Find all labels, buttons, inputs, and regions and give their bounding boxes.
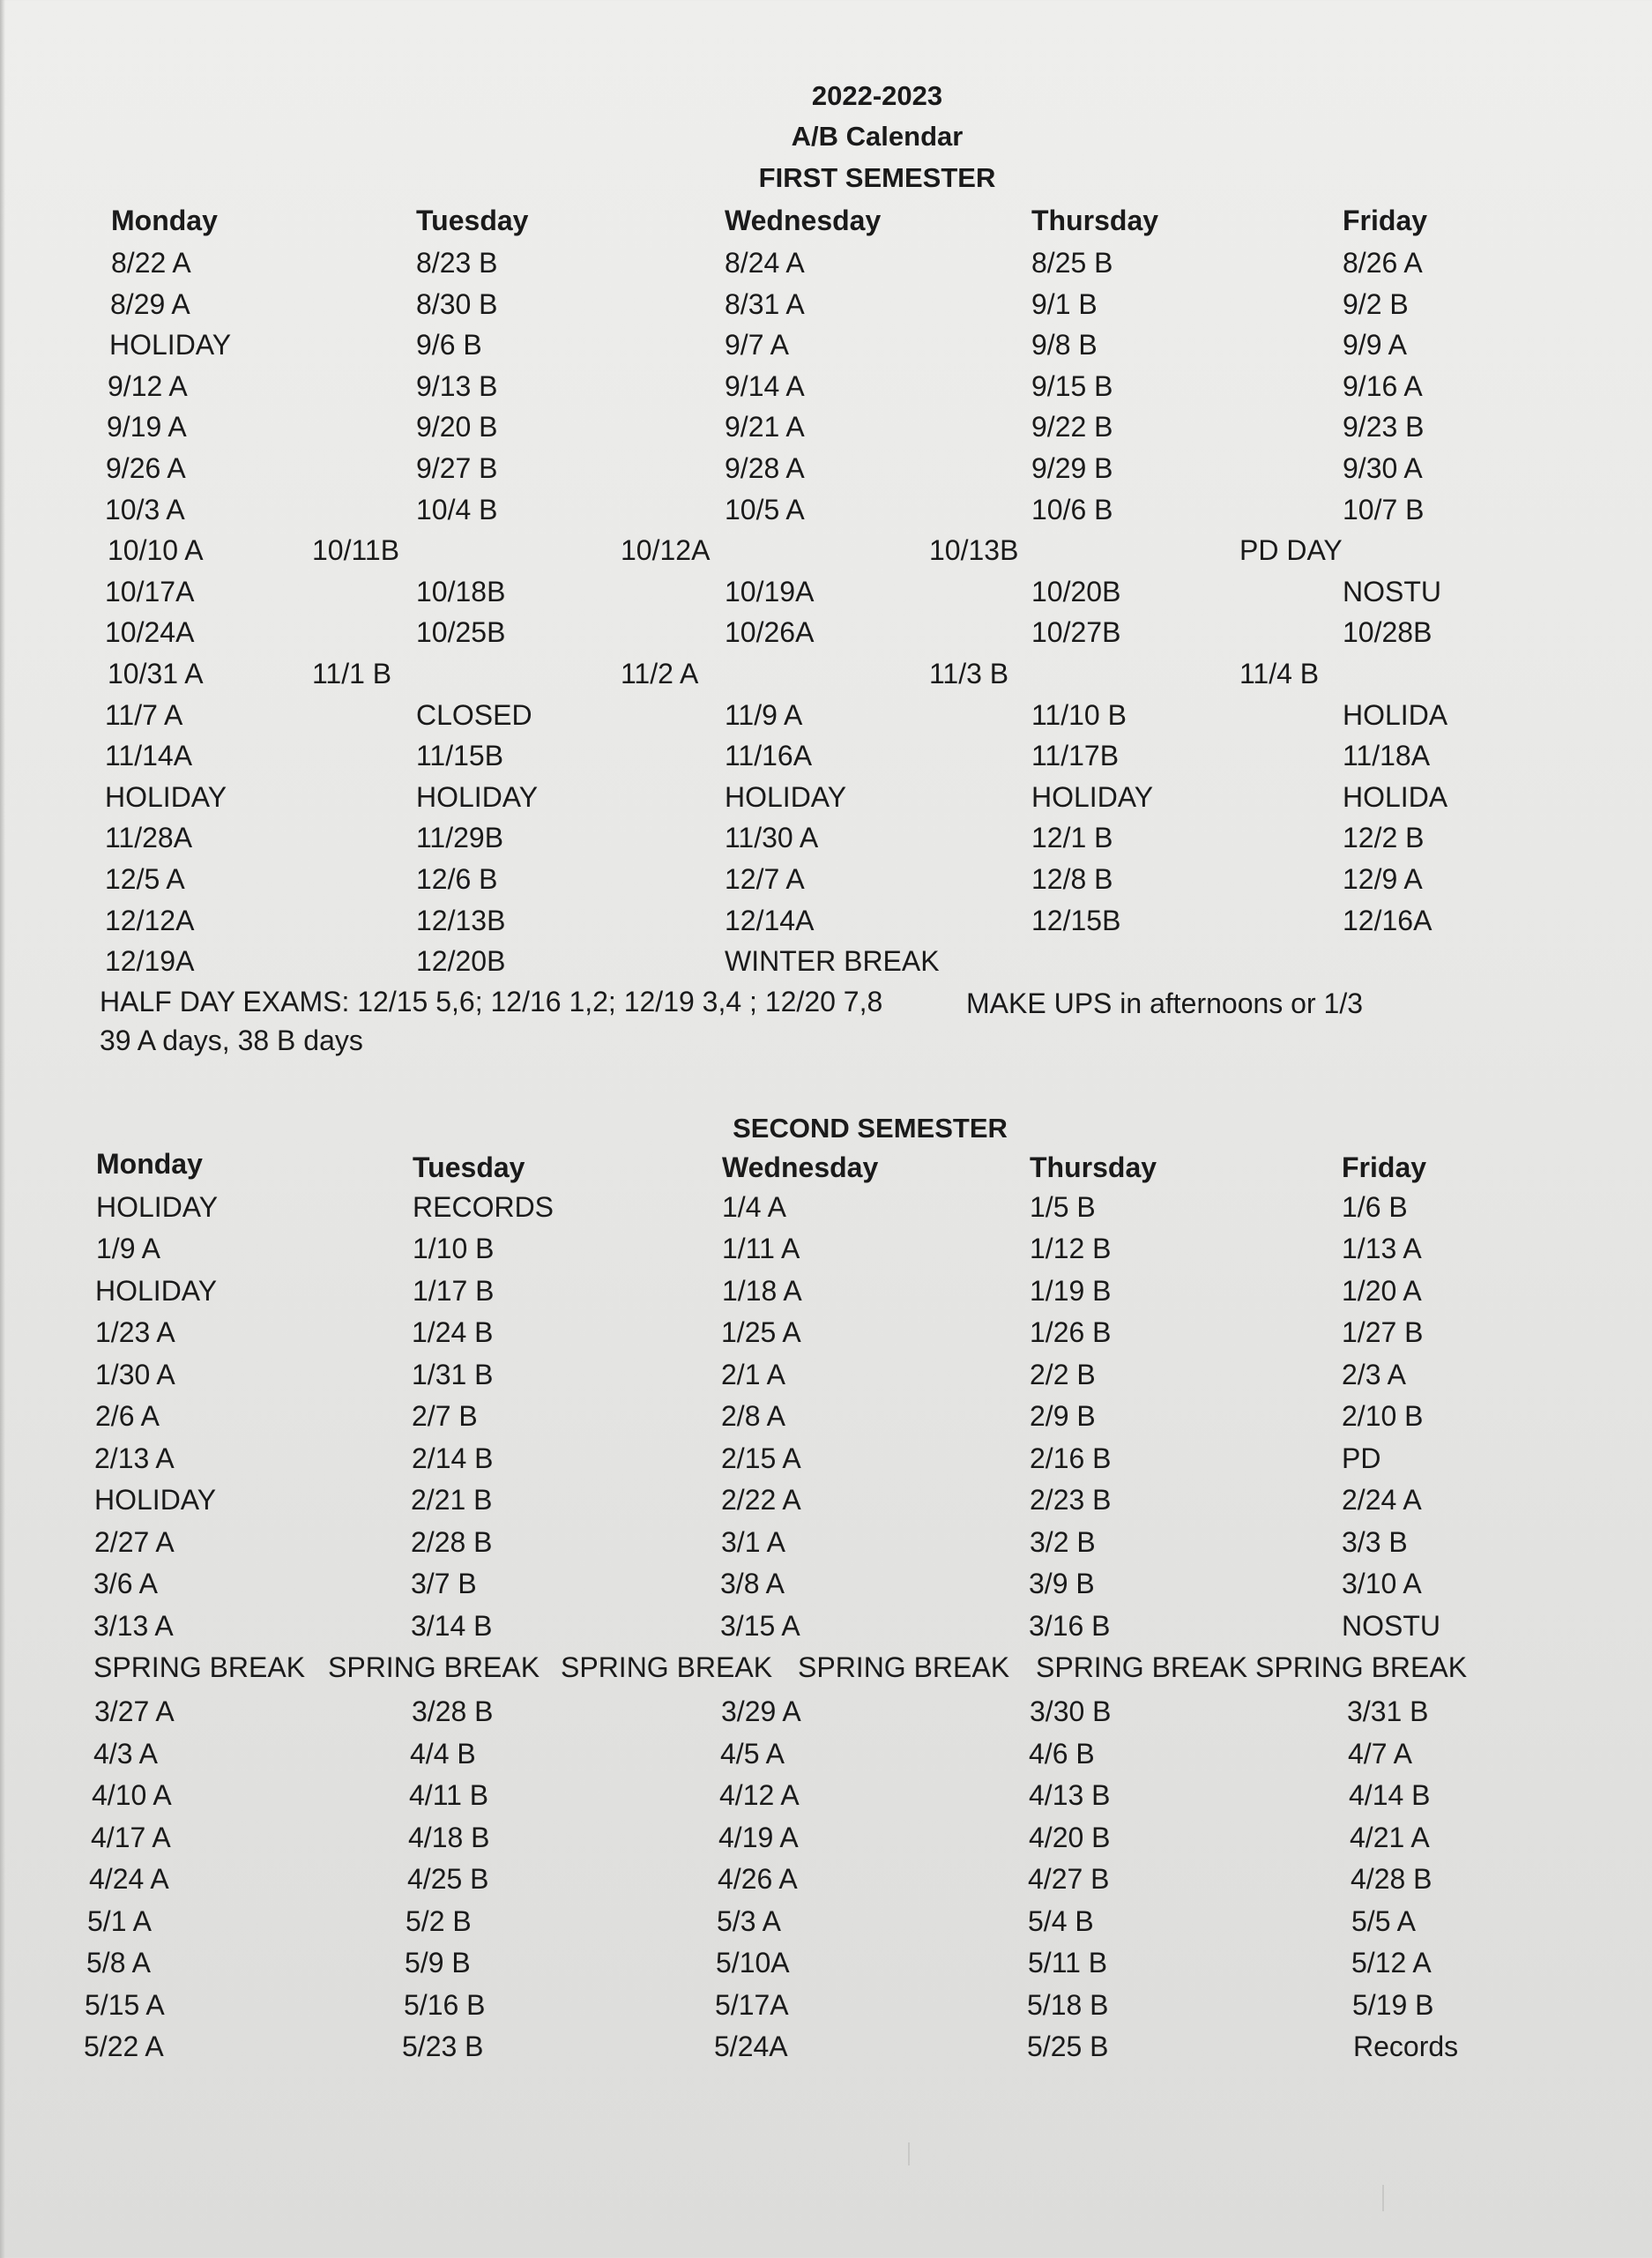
calendar-cell: 5/11 B bbox=[1028, 1947, 1108, 1979]
calendar-cell: 1/18 A bbox=[722, 1275, 802, 1307]
calendar-cell: 1/10 B bbox=[413, 1233, 495, 1264]
calendar-cell: 10/17A bbox=[105, 576, 195, 607]
calendar-cell: 12/1 B bbox=[1031, 822, 1113, 853]
calendar-cell: 2/3 A bbox=[1342, 1359, 1406, 1390]
calendar-cell: 2/1 A bbox=[721, 1359, 785, 1390]
day-header-wednesday: Wednesday bbox=[725, 205, 882, 236]
calendar-cell: 10/11B bbox=[312, 534, 400, 566]
calendar-cell: 12/20B bbox=[416, 945, 506, 977]
calendar-cell: 8/30 B bbox=[416, 288, 498, 320]
calendar-cell: 10/28B bbox=[1343, 616, 1432, 648]
calendar-cell: 3/2 B bbox=[1030, 1526, 1096, 1558]
calendar-cell: 4/18 B bbox=[408, 1822, 490, 1853]
calendar-cell: 3/7 B bbox=[411, 1568, 477, 1599]
calendar-cell: 1/11 A bbox=[722, 1233, 800, 1264]
calendar-cell: 9/9 A bbox=[1343, 329, 1407, 361]
calendar-cell: 2/23 B bbox=[1030, 1484, 1112, 1516]
calendar-cell: 1/23 A bbox=[95, 1316, 175, 1348]
calendar-cell: 11/15B bbox=[416, 740, 504, 771]
calendar-cell: 2/7 B bbox=[412, 1400, 478, 1432]
calendar-cell: 9/26 A bbox=[106, 452, 186, 484]
calendar-cell: 12/7 A bbox=[725, 863, 805, 895]
calendar-cell: 2/16 B bbox=[1030, 1442, 1112, 1474]
calendar-cell: 1/27 B bbox=[1342, 1316, 1424, 1348]
calendar-cell: 9/27 B bbox=[416, 452, 498, 484]
day-header-wednesday: Wednesday bbox=[722, 1151, 879, 1183]
calendar-cell: 9/13 B bbox=[416, 370, 498, 402]
calendar-cell: 9/7 A bbox=[725, 329, 789, 361]
calendar-cell: 12/8 B bbox=[1031, 863, 1113, 895]
calendar-cell: 4/6 B bbox=[1029, 1738, 1095, 1770]
calendar-cell: 5/25 B bbox=[1027, 2031, 1109, 2062]
calendar-cell: 10/25B bbox=[416, 616, 506, 648]
second-semester-heading: SECOND SEMESTER bbox=[733, 1113, 1008, 1144]
calendar-cell: 4/21 A bbox=[1350, 1822, 1430, 1853]
calendar-cell: 12/19A bbox=[105, 945, 195, 977]
calendar-cell: 10/10 A bbox=[108, 534, 204, 566]
calendar-cell: 3/13 A bbox=[93, 1610, 174, 1642]
calendar-cell: CLOSED bbox=[416, 699, 532, 731]
calendar-cell: 9/29 B bbox=[1031, 452, 1113, 484]
calendar-cell: 5/9 B bbox=[405, 1947, 471, 1979]
calendar-cell: 11/30 A bbox=[725, 822, 819, 853]
calendar-cell: 1/30 A bbox=[95, 1359, 175, 1390]
day-header-thursday: Thursday bbox=[1031, 205, 1159, 236]
calendar-cell: 12/6 B bbox=[416, 863, 498, 895]
calendar-cell: 5/5 A bbox=[1351, 1905, 1416, 1937]
calendar-cell: 9/19 A bbox=[107, 411, 187, 443]
calendar-cell: 10/18B bbox=[416, 576, 506, 607]
calendar-cell: 4/19 A bbox=[718, 1822, 799, 1853]
calendar-cell: 11/17B bbox=[1031, 740, 1120, 771]
day-header-tuesday: Tuesday bbox=[416, 205, 529, 236]
calendar-cell: 12/2 B bbox=[1343, 822, 1425, 853]
calendar-cell: 11/3 B bbox=[929, 658, 1009, 689]
calendar-cell: 9/2 B bbox=[1343, 288, 1409, 320]
calendar-cell: HOLIDAY bbox=[95, 1275, 218, 1307]
calendar-cell: 3/9 B bbox=[1029, 1568, 1095, 1599]
calendar-cell: 1/12 B bbox=[1030, 1233, 1112, 1264]
calendar-cell: HOLIDA bbox=[1343, 781, 1448, 813]
calendar-cell: 2/21 B bbox=[411, 1484, 493, 1516]
calendar-cell: SPRING BREAK bbox=[1255, 1651, 1468, 1683]
calendar-cell: 3/28 B bbox=[412, 1695, 494, 1727]
calendar-cell: 5/16 B bbox=[404, 1989, 486, 2021]
calendar-cell: 5/24A bbox=[714, 2031, 788, 2062]
calendar-cell: 8/25 B bbox=[1031, 247, 1113, 279]
calendar-cell: 4/7 A bbox=[1348, 1738, 1412, 1770]
calendar-cell: 3/3 B bbox=[1342, 1526, 1408, 1558]
calendar-cell: 9/12 A bbox=[108, 370, 188, 402]
calendar-cell: 4/24 A bbox=[89, 1863, 169, 1895]
calendar-cell: 4/28 B bbox=[1351, 1863, 1432, 1895]
calendar-cell: 11/4 B bbox=[1239, 658, 1320, 689]
calendar-cell: 11/1 B bbox=[312, 658, 392, 689]
calendar-cell: 5/19 B bbox=[1352, 1989, 1434, 2021]
calendar-cell: 5/10A bbox=[716, 1947, 790, 1979]
calendar-cell: 3/30 B bbox=[1030, 1695, 1112, 1727]
calendar-cell: 5/15 A bbox=[85, 1989, 165, 2021]
calendar-cell: 10/31 A bbox=[108, 658, 204, 689]
day-header-thursday: Thursday bbox=[1030, 1151, 1157, 1183]
calendar-cell: 1/19 B bbox=[1030, 1275, 1112, 1307]
calendar-cell: NOSTU bbox=[1342, 1610, 1440, 1642]
calendar-cell: 3/10 A bbox=[1342, 1568, 1422, 1599]
calendar-cell: 1/4 A bbox=[722, 1191, 786, 1223]
calendar-cell: 12/14A bbox=[725, 905, 815, 936]
calendar-cell: 2/8 A bbox=[721, 1400, 785, 1432]
calendar-cell: 10/3 A bbox=[105, 494, 185, 525]
calendar-cell: 4/11 B bbox=[409, 1779, 489, 1811]
calendar-cell: HOLIDAY bbox=[1031, 781, 1154, 813]
calendar-cell: 11/2 A bbox=[621, 658, 699, 689]
calendar-cell: 11/18A bbox=[1343, 740, 1431, 771]
calendar-cell: 5/17A bbox=[715, 1989, 789, 2021]
calendar-cell: HOLIDAY bbox=[109, 329, 232, 361]
calendar-cell: 1/13 A bbox=[1342, 1233, 1422, 1264]
calendar-cell: 8/29 A bbox=[110, 288, 190, 320]
calendar-cell: 1/31 B bbox=[412, 1359, 494, 1390]
calendar-cell: 10/5 A bbox=[725, 494, 805, 525]
calendar-cell: HOLIDA bbox=[1343, 699, 1448, 731]
calendar-cell: 9/1 B bbox=[1031, 288, 1098, 320]
day-count-note: 39 A days, 38 B days bbox=[100, 1025, 363, 1056]
calendar-cell: 4/27 B bbox=[1028, 1863, 1110, 1895]
calendar-cell: HOLIDAY bbox=[725, 781, 847, 813]
calendar-cell: 5/3 A bbox=[717, 1905, 781, 1937]
calendar-cell: 10/6 B bbox=[1031, 494, 1113, 525]
calendar-cell: SPRING BREAK bbox=[1036, 1651, 1248, 1683]
calendar-cell: 12/15B bbox=[1031, 905, 1121, 936]
calendar-cell: 5/2 B bbox=[406, 1905, 472, 1937]
calendar-cell: 1/26 B bbox=[1030, 1316, 1112, 1348]
calendar-cell: 11/16A bbox=[725, 740, 813, 771]
calendar-cell: 12/13B bbox=[416, 905, 506, 936]
day-header-monday: Monday bbox=[96, 1148, 203, 1180]
calendar-cell: 2/28 B bbox=[411, 1526, 493, 1558]
calendar-cell: 9/28 A bbox=[725, 452, 805, 484]
calendar-cell: 4/14 B bbox=[1349, 1779, 1431, 1811]
calendar-cell: 3/8 A bbox=[720, 1568, 785, 1599]
calendar-cell: 8/23 B bbox=[416, 247, 498, 279]
calendar-cell: 4/25 B bbox=[407, 1863, 489, 1895]
calendar-cell: RECORDS bbox=[413, 1191, 554, 1223]
calendar-cell: 8/26 A bbox=[1343, 247, 1423, 279]
calendar-cell: 11/28A bbox=[105, 822, 193, 853]
calendar-cell: 3/14 B bbox=[411, 1610, 493, 1642]
day-header-friday: Friday bbox=[1342, 1151, 1427, 1183]
calendar-cell: 4/12 A bbox=[719, 1779, 800, 1811]
calendar-cell: 12/16A bbox=[1343, 905, 1432, 936]
calendar-title: A/B Calendar bbox=[791, 121, 964, 152]
calendar-cell: 9/30 A bbox=[1343, 452, 1423, 484]
makeups-note: MAKE UPS in afternoons or 1/3 bbox=[966, 987, 1363, 1019]
calendar-cell: 9/21 A bbox=[725, 411, 805, 443]
calendar-cell: 1/9 A bbox=[96, 1233, 160, 1264]
calendar-cell: 5/23 B bbox=[402, 2031, 484, 2062]
day-header-tuesday: Tuesday bbox=[413, 1151, 525, 1183]
calendar-cell: 8/31 A bbox=[725, 288, 805, 320]
calendar-cell: 5/18 B bbox=[1027, 1989, 1109, 2021]
calendar-cell: 3/15 A bbox=[720, 1610, 800, 1642]
calendar-cell: 4/5 A bbox=[720, 1738, 785, 1770]
calendar-cell: 4/4 B bbox=[410, 1738, 476, 1770]
calendar-cell: 4/13 B bbox=[1029, 1779, 1111, 1811]
calendar-cell: 9/22 B bbox=[1031, 411, 1113, 443]
calendar-cell: 9/15 B bbox=[1031, 370, 1113, 402]
calendar-cell: PD DAY bbox=[1239, 534, 1343, 566]
calendar-cell: 11/9 A bbox=[725, 699, 803, 731]
calendar-cell: 1/25 A bbox=[721, 1316, 801, 1348]
calendar-cell: 3/1 A bbox=[721, 1526, 785, 1558]
calendar-cell: 10/12A bbox=[621, 534, 711, 566]
calendar-cell: 10/20B bbox=[1031, 576, 1121, 607]
calendar-cell: Records bbox=[1353, 2031, 1459, 2062]
calendar-cell: 12/12A bbox=[105, 905, 195, 936]
calendar-cell: 8/22 A bbox=[111, 247, 191, 279]
first-semester-heading: FIRST SEMESTER bbox=[758, 162, 996, 193]
calendar-cell: 5/22 A bbox=[84, 2031, 164, 2062]
calendar-cell: SPRING BREAK bbox=[93, 1651, 306, 1683]
calendar-cell: 9/16 A bbox=[1343, 370, 1423, 402]
calendar-cell: 11/7 A bbox=[105, 699, 183, 731]
calendar-cell: 2/6 A bbox=[95, 1400, 160, 1432]
calendar-cell: 9/6 B bbox=[416, 329, 482, 361]
calendar-cell: 3/27 A bbox=[94, 1695, 175, 1727]
calendar-cell: 10/4 B bbox=[416, 494, 498, 525]
calendar-cell: 2/15 A bbox=[721, 1442, 801, 1474]
calendar-cell: 3/29 A bbox=[721, 1695, 801, 1727]
calendar-cell: 2/9 B bbox=[1030, 1400, 1096, 1432]
paper-mark bbox=[1382, 2185, 1384, 2211]
calendar-cell: WINTER BREAK bbox=[725, 945, 940, 977]
calendar-cell: 1/6 B bbox=[1342, 1191, 1408, 1223]
calendar-cell: 2/2 B bbox=[1030, 1359, 1096, 1390]
calendar-cell: 4/26 A bbox=[718, 1863, 798, 1895]
calendar-cell: 4/3 A bbox=[93, 1738, 158, 1770]
calendar-cell: 2/14 B bbox=[412, 1442, 494, 1474]
calendar-cell: HOLIDAY bbox=[416, 781, 539, 813]
calendar-cell: 11/14A bbox=[105, 740, 193, 771]
calendar-cell: 12/5 A bbox=[105, 863, 185, 895]
half-day-exams-note: HALF DAY EXAMS: 12/15 5,6; 12/16 1,2; 12/19 3,4 ; 12/20 7,8 bbox=[100, 986, 883, 1017]
calendar-cell: 4/17 A bbox=[91, 1822, 171, 1853]
calendar-cell: 5/4 B bbox=[1028, 1905, 1094, 1937]
calendar-cell: 9/20 B bbox=[416, 411, 498, 443]
calendar-cell: 4/10 A bbox=[92, 1779, 172, 1811]
calendar-cell: 9/8 B bbox=[1031, 329, 1098, 361]
calendar-cell: 10/27B bbox=[1031, 616, 1121, 648]
calendar-cell: 4/20 B bbox=[1029, 1822, 1111, 1853]
calendar-cell: 2/13 A bbox=[94, 1442, 175, 1474]
calendar-cell: 5/1 A bbox=[87, 1905, 152, 1937]
calendar-cell: 2/24 A bbox=[1342, 1484, 1422, 1516]
calendar-cell: PD bbox=[1342, 1442, 1381, 1474]
calendar-cell: 2/27 A bbox=[94, 1526, 175, 1558]
paper-mark bbox=[908, 2142, 910, 2165]
calendar-cell: HOLIDAY bbox=[105, 781, 227, 813]
calendar-cell: 1/5 B bbox=[1030, 1191, 1096, 1223]
calendar-cell: 10/24A bbox=[105, 616, 195, 648]
calendar-year: 2022-2023 bbox=[811, 80, 943, 111]
calendar-cell: 1/24 B bbox=[412, 1316, 494, 1348]
calendar-cell: 3/6 A bbox=[93, 1568, 158, 1599]
calendar-cell: 2/22 A bbox=[721, 1484, 801, 1516]
calendar-cell: 9/23 B bbox=[1343, 411, 1425, 443]
calendar-cell: 11/10 B bbox=[1031, 699, 1127, 731]
calendar-cell: 8/24 A bbox=[725, 247, 805, 279]
calendar-cell: 3/31 B bbox=[1347, 1695, 1429, 1727]
calendar-cell: 10/19A bbox=[725, 576, 815, 607]
calendar-cell: 3/16 B bbox=[1029, 1610, 1111, 1642]
calendar-cell: 5/8 A bbox=[86, 1947, 151, 1979]
calendar-cell: 10/7 B bbox=[1343, 494, 1425, 525]
calendar-cell: SPRING BREAK bbox=[561, 1651, 773, 1683]
calendar-cell: HOLIDAY bbox=[94, 1484, 217, 1516]
calendar-cell: HOLIDAY bbox=[96, 1191, 219, 1223]
calendar-cell: SPRING BREAK bbox=[798, 1651, 1010, 1683]
day-header-monday: Monday bbox=[111, 205, 218, 236]
calendar-cell: 10/26A bbox=[725, 616, 815, 648]
calendar-cell: 1/17 B bbox=[413, 1275, 495, 1307]
calendar-cell: 2/10 B bbox=[1342, 1400, 1424, 1432]
calendar-cell: 12/9 A bbox=[1343, 863, 1423, 895]
calendar-cell: NOSTU bbox=[1343, 576, 1441, 607]
calendar-cell: 11/29B bbox=[416, 822, 504, 853]
calendar-cell: 5/12 A bbox=[1351, 1947, 1432, 1979]
calendar-cell: SPRING BREAK bbox=[328, 1651, 540, 1683]
calendar-cell: 9/14 A bbox=[725, 370, 805, 402]
calendar-cell: 10/13B bbox=[929, 534, 1019, 566]
day-header-friday: Friday bbox=[1343, 205, 1428, 236]
calendar-cell: 1/20 A bbox=[1342, 1275, 1422, 1307]
